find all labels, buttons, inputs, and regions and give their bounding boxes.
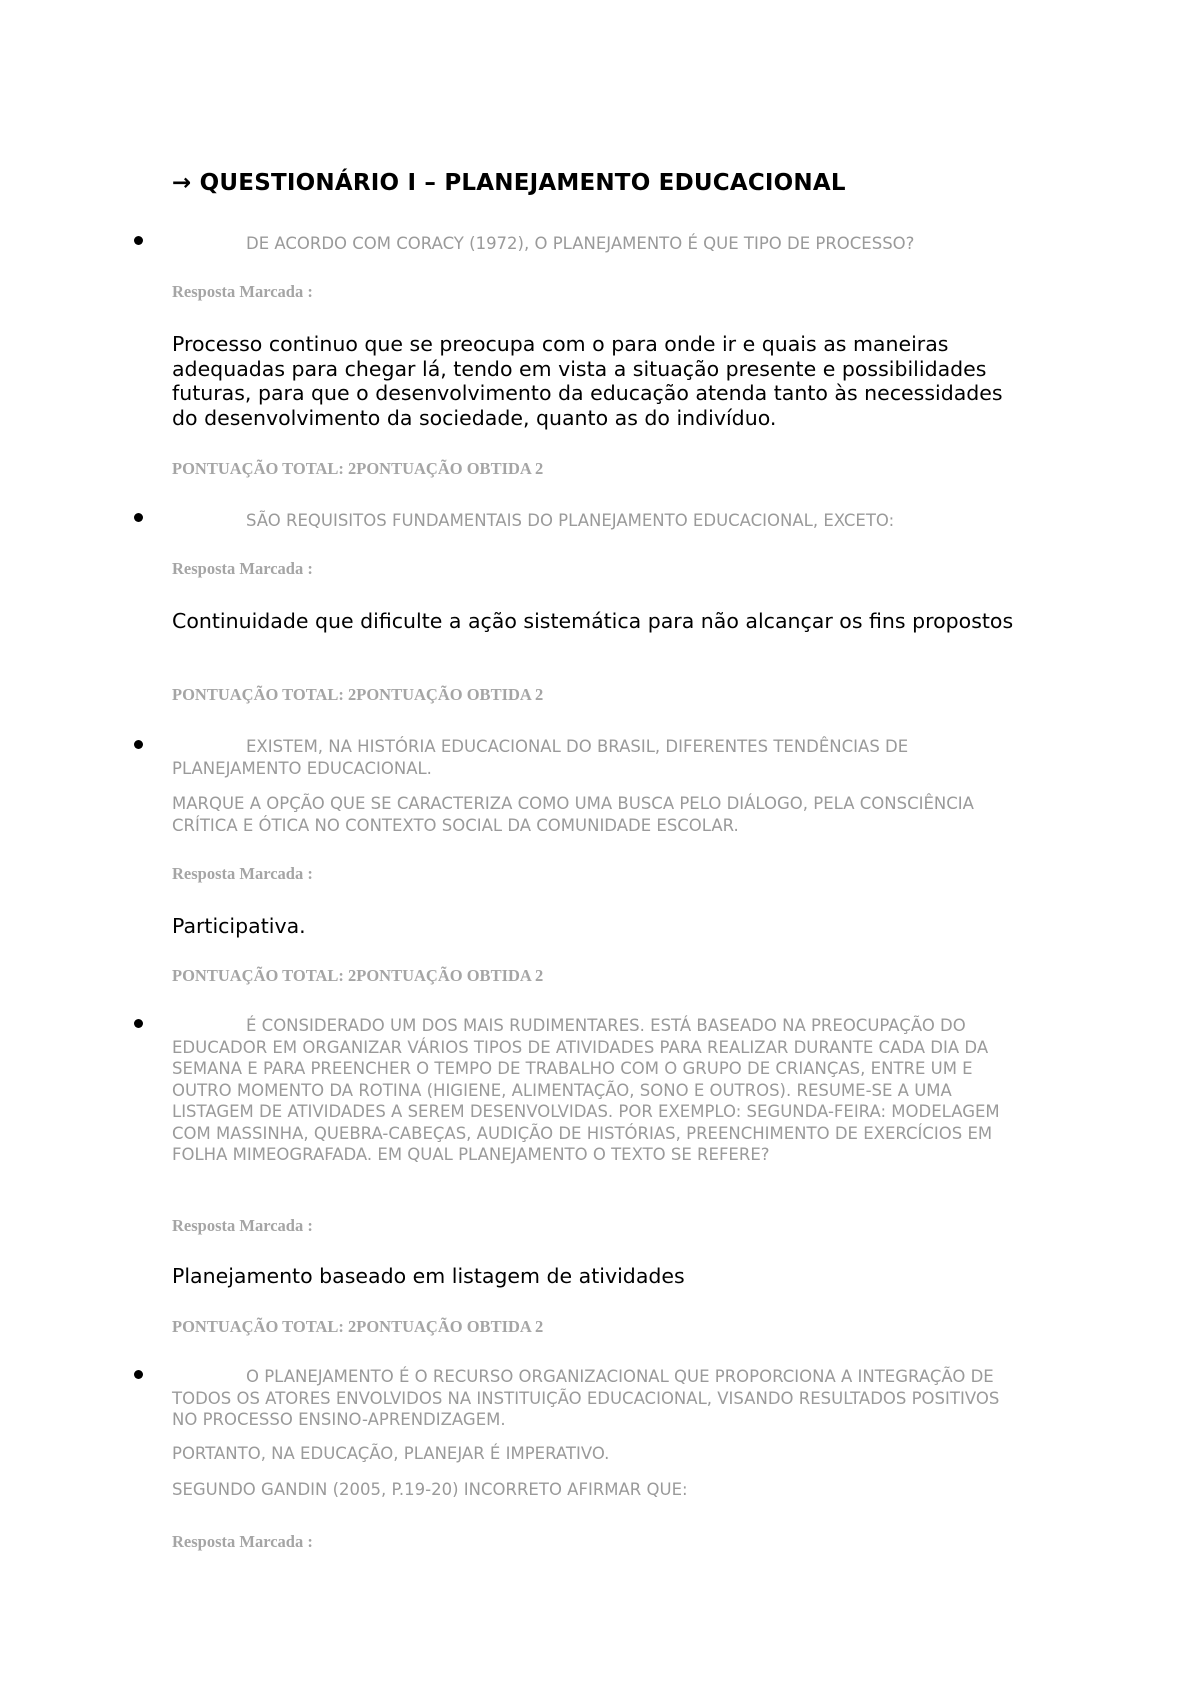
score-label: PONTUAÇÃO TOTAL: 2PONTUAÇÃO OBTIDA 2 xyxy=(172,1317,544,1336)
question-5-paragraph-1: O PLANEJAMENTO É O RECURSO ORGANIZACIONAL QUE PROPORCIONA A INTEGRAÇÃO DE TODOS OS ATORES ENVOLVIDOS NA INSTITUIÇÃO EDUCACIONAL, VISANDO RESULTADOS POSITIVOS NO PROCESSO ENSINO-APRENDIZAGEM. xyxy=(172,1367,1000,1429)
question-5-paragraph-3: SEGUNDO GANDIN (2005, P.19-20) INCORRETO AFIRMAR QUE: xyxy=(172,1480,688,1499)
question-3-answer: Participativa. xyxy=(172,914,306,938)
question-2-text xyxy=(172,510,1022,532)
answer-label: Resposta Marcada : xyxy=(172,282,313,301)
answer-label: Resposta Marcada : xyxy=(172,1216,313,1235)
question-5-paragraph-2: PORTANTO, NA EDUCAÇÃO, PLANEJAR É IMPERATIVO. xyxy=(172,1444,610,1463)
page-title: → QUESTIONÁRIO I – PLANEJAMENTO EDUCACIONAL xyxy=(172,170,846,196)
question-3-paragraph-2: MARQUE A OPÇÃO QUE SE CARACTERIZA COMO UMA BUSCA PELO DIÁLOGO, PELA CONSCIÊNCIA CRÍTICA E ÓTICA NO CONTEXTO SOCIAL DA COMUNIDADE ESCOLAR. xyxy=(172,794,974,835)
question-4-paragraph-1: É CONSIDERADO UM DOS MAIS RUDIMENTARES. ESTÁ BASEADO NA PREOCUPAÇÃO DO EDUCADOR EM ORGANIZAR VÁRIOS TIPOS DE ATIVIDADES PARA REALIZAR DURANTE CADA DIA DA SEMANA E PARA PREENCHER O TEMPO DE TRABALHO COM O GRUPO DE CRIANÇAS, ENTRE UM E OUTRO MOMENTO DA ROTINA (HIGIENE, ALIMENTAÇÃO, SONO E OUTROS). RESUME-SE A UMA LISTAGEM DE ATIVIDADES A SEREM DESENVOLVIDAS. POR EXEMPLO: SEGUNDA-FEIRA: MODELAGEM COM MASSINHA, QUEBRA-CABEÇAS, AUDIÇÃO DE HISTÓRIAS, PREENCHIMENTO DE EXERCÍCIOS EM FOLHA MIMEOGRAFADA. EM QUAL PLANEJAMENTO O TEXTO SE REFERE? xyxy=(172,1016,1000,1164)
score-label: PONTUAÇÃO TOTAL: 2PONTUAÇÃO OBTIDA 2 xyxy=(172,966,544,985)
answer-label: Resposta Marcada : xyxy=(172,1532,313,1551)
question-2-paragraph-1: SÃO REQUISITOS FUNDAMENTAIS DO PLANEJAMENTO EDUCACIONAL, EXCETO: xyxy=(246,511,895,530)
question-1-paragraph-1: DE ACORDO COM CORACY (1972), O PLANEJAMENTO É QUE TIPO DE PROCESSO? xyxy=(246,234,915,253)
bullet-icon xyxy=(134,513,143,522)
score-label: PONTUAÇÃO TOTAL: 2PONTUAÇÃO OBTIDA 2 xyxy=(172,685,544,704)
question-1-answer: Processo continuo que se preocupa com o para onde ir e quais as maneiras adequadas para chegar lá, tendo em vista a situação presente e possibilidades futuras, para que o desenvolvimento da educação atenda tanto às necessidades do desenvolvimento da sociedade, quanto as do indivíduo. xyxy=(172,332,1003,430)
answer-label: Resposta Marcada : xyxy=(172,559,313,578)
answer-label: Resposta Marcada : xyxy=(172,864,313,883)
question-3-paragraph-1: EXISTEM, NA HISTÓRIA EDUCACIONAL DO BRASIL, DIFERENTES TENDÊNCIAS DE PLANEJAMENTO EDUCACIONAL. xyxy=(172,737,909,778)
score-label: PONTUAÇÃO TOTAL: 2PONTUAÇÃO OBTIDA 2 xyxy=(172,459,544,478)
question-5-text xyxy=(172,1366,1022,1431)
question-1-text xyxy=(172,233,1022,255)
question-3-text xyxy=(172,736,1022,779)
bullet-icon xyxy=(134,1370,143,1379)
question-4-text xyxy=(172,1015,1022,1166)
question-2-answer: Continuidade que dificulte a ação sistemática para não alcançar os fins propostos xyxy=(172,609,1014,633)
bullet-icon xyxy=(134,1019,143,1028)
bullet-icon xyxy=(134,740,143,749)
bullet-icon xyxy=(134,236,143,245)
question-4-answer: Planejamento baseado em listagem de atividades xyxy=(172,1264,685,1288)
